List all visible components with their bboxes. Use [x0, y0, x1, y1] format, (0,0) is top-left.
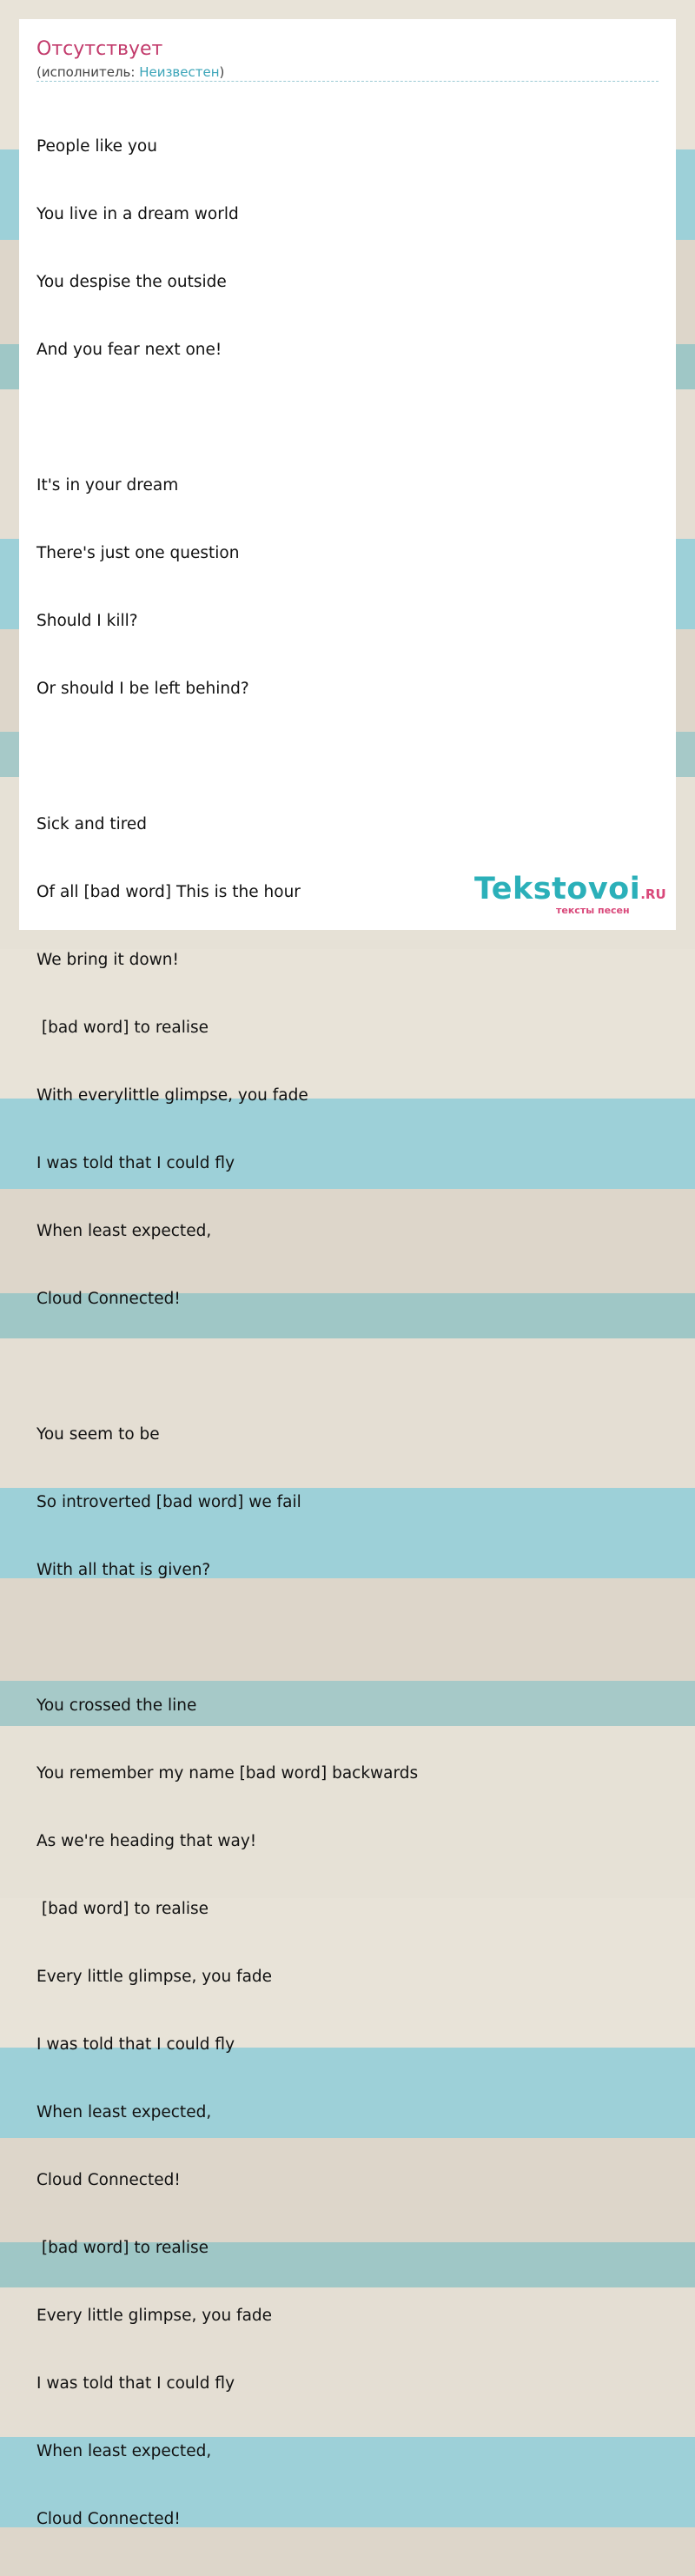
lyric-line: With all that is given?: [36, 1561, 211, 1579]
lyric-line: And you fear next one!: [36, 341, 222, 359]
lyric-line: [36, 746, 418, 768]
lyric-line: You despise the outside: [36, 273, 227, 291]
logo-main: Tekstovoi: [474, 872, 641, 906]
artist-line: [36, 63, 224, 81]
lyric-line: Cloud Connected!: [36, 2171, 181, 2189]
logo-tld: .RU: [640, 886, 666, 902]
lyric-line: Cloud Connected!: [36, 1290, 181, 1308]
lyric-line: You live in a dream world: [36, 205, 239, 223]
lyric-line: [bad word] to realise: [36, 2239, 209, 2257]
lyric-line: Should I kill?: [36, 612, 138, 630]
lyric-line: Of all [bad word] This is the hour: [36, 883, 301, 901]
lyric-line: When least expected,: [36, 1222, 212, 1240]
lyric-line: You remember my name [bad word] backwards: [36, 1764, 419, 1783]
lyric-line: People like you: [36, 137, 157, 156]
lyric-line: With everylittle glimpse, you fade: [36, 1086, 308, 1105]
lyric-line: [36, 1627, 418, 1650]
lyrics-text: [36, 90, 418, 2576]
lyric-line: Or should I be left behind?: [36, 680, 249, 698]
lyric-line: Every little glimpse, you fade: [36, 1968, 273, 1986]
lyric-line: We bring it down!: [36, 951, 179, 969]
lyric-line: You seem to be: [36, 1425, 160, 1444]
song-title: Отсутствует: [36, 38, 163, 60]
lyric-line: I was told that I could fly: [36, 2035, 235, 2054]
divider: [36, 81, 659, 82]
lyric-line: Sick and tired: [36, 815, 148, 833]
lyric-line: So introverted [bad word] we fail: [36, 1493, 301, 1511]
lyric-line: [bad word] to realise: [36, 1900, 209, 1918]
artist-prefix: (исполнитель:: [36, 64, 140, 80]
artist-link[interactable]: Неизвестен: [139, 64, 220, 80]
lyric-line: As we're heading that way!: [36, 1832, 257, 1850]
lyric-line: [bad word] to realise: [36, 1019, 209, 1037]
lyric-line: I was told that I could fly: [36, 1154, 235, 1172]
lyric-line: Cloud Connected!: [36, 2510, 181, 2528]
site-tagline: тексты песен: [556, 905, 630, 916]
lyric-line: When least expected,: [36, 2103, 212, 2121]
lyric-line: When least expected,: [36, 2442, 212, 2460]
lyric-line: It's in your dream: [36, 476, 179, 495]
artist-suffix: ): [219, 64, 225, 80]
lyric-line: I was told that I could fly: [36, 2374, 235, 2393]
lyric-line: You crossed the line: [36, 1696, 197, 1715]
lyrics-card: [19, 19, 676, 2528]
lyric-line: [36, 1356, 418, 1378]
lyric-line: There's just one question: [36, 544, 240, 562]
lyric-line: [36, 407, 418, 429]
lyric-line: Every little glimpse, you fade: [36, 2307, 273, 2325]
